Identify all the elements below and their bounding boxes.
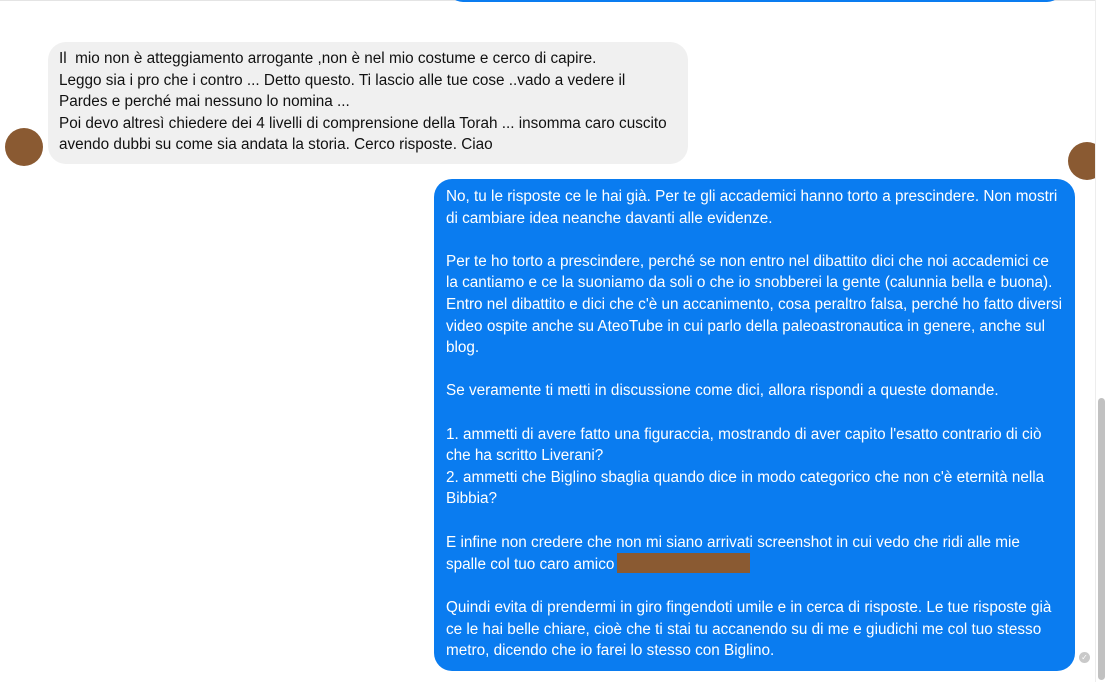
question-two: 2. ammetti che Biglino sbaglia quando dice in modo categorico che non c'è eternità nella Bibbia? xyxy=(446,468,1049,508)
outgoing-paragraph: Per te ho torto a prescindere, perché se non entro nel dibattito dici che noi accademici ce la cantiamo e ce la suoniamo da soli o che io snobberei la gente (calunnia bella e buona). Entro nel dibattito e dici che c'è un accanimento, cosa peraltro falsa, perché ho fatto diversi video ospite anche su AteoTube in cui parlo della paleoastronautica in genere, anche sul blog. xyxy=(446,252,1067,357)
outgoing-paragraph: Quindi evita di prendermi in giro fingendoti umile e in cerca di risposte. Le tue risposte già ce le hai belle chiare, cioè che ti stai tu accanendo su di me e giudichi me col tuo stesso metro, dicendo che io farei lo stesso con Biglino. xyxy=(446,599,1056,660)
question-one: 1. ammetti di avere fatto una figuraccia, mostrando di aver capito l'esatto contrario di ciò che ha scritto Liverani? xyxy=(446,425,1046,465)
incoming-message-line: Poi devo altresì chiedere dei 4 livelli di comprensione della Torah ... insomma caro cuscito avendo dubbi su come sia andata la storia. Cerco risposte. Ciao xyxy=(59,114,671,154)
outgoing-paragraph-text: E infine non credere che non mi siano arrivati screenshot in cui vedo che ridi alle mie spalle col tuo caro amico xyxy=(446,533,1025,574)
read-receipt-icon: ✓ xyxy=(1079,652,1090,663)
outgoing-message-bubble[interactable] xyxy=(434,179,1075,671)
outgoing-paragraph: No, tu le risposte ce le hai già. Per te gli accademici hanno torto a prescindere. Non mostri di cambiare idea neanche davanti alle evidenze. xyxy=(446,188,1062,227)
scrollbar-thumb[interactable] xyxy=(1098,398,1105,680)
contact-avatar[interactable] xyxy=(5,128,43,166)
previous-outgoing-bubble xyxy=(447,0,1063,2)
outgoing-paragraph xyxy=(446,532,1063,576)
incoming-message-bubble[interactable] xyxy=(48,42,688,164)
incoming-message-line: Leggo sia i pro che i contro ... Detto questo. Ti lascio alle tue cose ..vado a vedere il Pardes e perché mai nessuno lo nomina ... xyxy=(59,71,630,111)
incoming-message-line: Il mio non è atteggiamento arrogante ,non è nel mio costume e cerco di capire. xyxy=(59,50,597,67)
outgoing-paragraph: Se veramente ti metti in discussione come dici, allora rispondi a queste domande. xyxy=(446,382,999,400)
redacted-name-block xyxy=(617,553,750,573)
